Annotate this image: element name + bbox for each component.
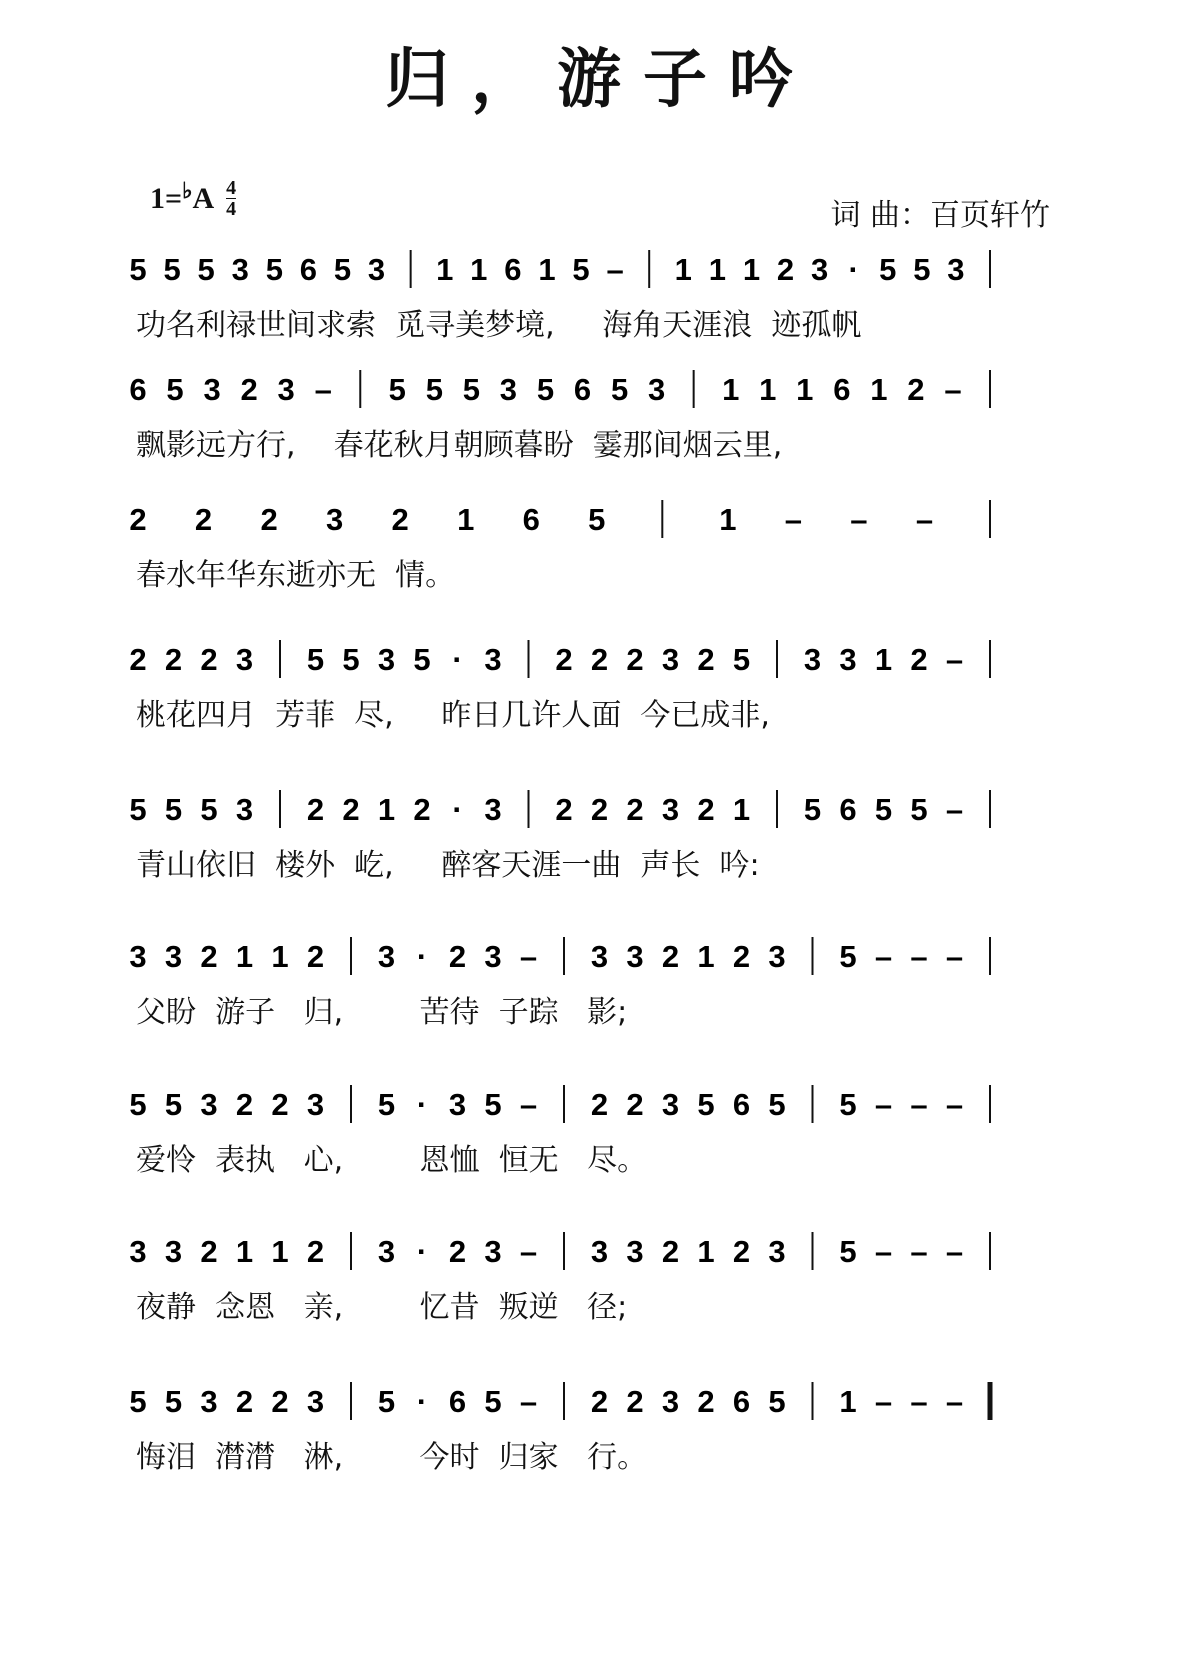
note: 3	[661, 1087, 680, 1122]
note: 3	[164, 939, 183, 974]
lyric-line: 功名利禄世间求索 觅寻美梦境, 海角天涯浪 迹孤帆	[136, 308, 862, 343]
note: 1	[874, 642, 893, 677]
note: 2	[271, 1384, 289, 1419]
note: 1	[235, 1234, 254, 1269]
note: 1	[870, 372, 888, 407]
note: 1	[457, 502, 475, 537]
note: 2	[555, 792, 573, 827]
note: 6	[129, 372, 147, 407]
note: 5	[164, 792, 183, 827]
dash-note: –	[314, 372, 332, 407]
note: ·	[452, 792, 463, 827]
note: 6	[732, 1384, 751, 1419]
note: 2	[164, 642, 183, 677]
note: 5	[484, 1087, 502, 1122]
dash-note: –	[519, 939, 538, 974]
dash-note: –	[945, 792, 964, 827]
note: 2	[590, 1384, 609, 1419]
dash-note: –	[874, 939, 893, 974]
note: ·	[416, 1234, 428, 1269]
notation-row	[129, 640, 990, 678]
note: 1	[377, 792, 396, 827]
note: 5	[265, 252, 283, 287]
note: 2	[271, 1087, 289, 1122]
dash-note: –	[784, 502, 803, 537]
note: 6	[522, 502, 540, 537]
note: 1	[759, 372, 777, 407]
note: 3	[377, 939, 396, 974]
note: 3	[448, 1087, 467, 1122]
note: 3	[484, 1234, 502, 1269]
note: 1	[697, 1234, 715, 1269]
note: 2	[626, 642, 644, 677]
note: 3	[647, 372, 666, 407]
note: 3	[200, 1087, 218, 1122]
note: 3	[129, 939, 147, 974]
note: 3	[377, 1234, 396, 1269]
note: 3	[661, 792, 680, 827]
note: 2	[590, 642, 609, 677]
note: 1	[271, 1234, 289, 1269]
note: 5	[129, 1384, 147, 1419]
note: 2	[391, 502, 409, 537]
note: 3	[803, 642, 822, 677]
note: 5	[588, 502, 606, 537]
note: 1	[719, 502, 737, 537]
note: 2	[697, 1384, 715, 1419]
note: 3	[661, 1384, 680, 1419]
note: 2	[776, 252, 795, 287]
note: 3	[235, 642, 254, 677]
notation-row	[129, 500, 990, 538]
dash-note: –	[606, 252, 624, 287]
dash-note: –	[519, 1384, 538, 1419]
lyric-line: 飘影远方行, 春花秋月朝顾暮盼 霎那间烟云里,	[136, 428, 783, 463]
note: 2	[626, 1087, 644, 1122]
note: 6	[573, 372, 592, 407]
note: ·	[416, 939, 428, 974]
dash-note: –	[910, 1087, 928, 1122]
note: 2	[200, 1234, 218, 1269]
note: 2	[235, 1087, 254, 1122]
note: 3	[768, 939, 786, 974]
flat-sign: ♭	[182, 177, 193, 203]
note: 5	[913, 252, 931, 287]
dash-note: –	[945, 1234, 964, 1269]
note: 3	[810, 252, 829, 287]
key-prefix: 1=	[150, 181, 183, 215]
note: 3	[626, 939, 644, 974]
note: 5	[803, 792, 822, 827]
note: 5	[484, 1384, 502, 1419]
dash-note: –	[945, 1087, 964, 1122]
note: 6	[839, 792, 857, 827]
note: 1	[697, 939, 715, 974]
note: 2	[194, 502, 213, 537]
note: 5	[732, 642, 751, 677]
note: 5	[839, 939, 857, 974]
dash-note: –	[850, 502, 868, 537]
note: 3	[484, 792, 502, 827]
note: 2	[732, 1234, 751, 1269]
note: 3	[484, 939, 502, 974]
note: 2	[907, 372, 925, 407]
note: 2	[129, 502, 147, 537]
note: 3	[484, 642, 502, 677]
lyric-line: 爱怜 表执 心, 恩恤 恒无 尽。	[136, 1143, 648, 1178]
note: 5	[388, 372, 406, 407]
note: 5	[697, 1087, 715, 1122]
note: 2	[661, 939, 680, 974]
note: 3	[200, 1384, 218, 1419]
note: 5	[768, 1384, 786, 1419]
note: 5	[910, 792, 928, 827]
note: 6	[833, 372, 851, 407]
note: 5	[200, 792, 218, 827]
note: 5	[839, 1087, 857, 1122]
note: 5	[166, 372, 184, 407]
note: 3	[947, 252, 965, 287]
note: 3	[231, 252, 249, 287]
note: 3	[235, 792, 254, 827]
note: 3	[499, 372, 518, 407]
note: 2	[200, 642, 218, 677]
note: 6	[299, 252, 318, 287]
note: 2	[240, 372, 258, 407]
note: ·	[452, 642, 463, 677]
lyric-line: 青山依旧 楼外 屹, 醉客天涯一曲 声长 吟:	[136, 848, 760, 883]
dash-note: –	[910, 939, 928, 974]
note: ·	[848, 252, 859, 287]
note: 2	[590, 792, 609, 827]
note: 1	[722, 372, 740, 407]
dash-note: –	[910, 1384, 928, 1419]
note: 2	[306, 939, 325, 974]
notation-row	[129, 1232, 990, 1270]
time-top: 4	[226, 177, 237, 199]
note: 3	[626, 1234, 644, 1269]
note: 2	[697, 642, 715, 677]
lyric-line: 悔泪 潸潸 淋, 今时 归家 行。	[136, 1440, 648, 1475]
dash-note: –	[519, 1087, 538, 1122]
note: 1	[839, 1384, 857, 1419]
note: 2	[697, 792, 715, 827]
note: 2	[555, 642, 573, 677]
note: 5	[129, 792, 147, 827]
time-bottom: 4	[226, 198, 237, 220]
note: 2	[448, 1234, 467, 1269]
note: 5	[163, 252, 181, 287]
note: 6	[504, 252, 522, 287]
note: 3	[590, 1234, 609, 1269]
note: 6	[448, 1384, 467, 1419]
note: 2	[590, 1087, 609, 1122]
note: 3	[129, 1234, 147, 1269]
note: 2	[200, 939, 218, 974]
note: 5	[342, 642, 360, 677]
note: 3	[164, 1234, 183, 1269]
note: 5	[536, 372, 555, 407]
note: 5	[129, 252, 147, 287]
note: 5	[425, 372, 443, 407]
note: 5	[413, 642, 431, 677]
note: 1	[732, 792, 751, 827]
note: 3	[277, 372, 295, 407]
notation-row	[129, 250, 990, 288]
note: 5	[768, 1087, 786, 1122]
note: 5	[129, 1087, 147, 1122]
dash-note: –	[944, 372, 962, 407]
note: 2	[732, 939, 751, 974]
note: 6	[732, 1087, 751, 1122]
note: 5	[333, 252, 352, 287]
note: 2	[260, 502, 278, 537]
note: ·	[416, 1087, 428, 1122]
note: 2	[626, 792, 644, 827]
note: 3	[590, 939, 609, 974]
note: 3	[306, 1384, 325, 1419]
lyric-line: 春水年华东逝亦无 情。	[136, 558, 456, 593]
note: 1	[742, 252, 761, 287]
note: 2	[306, 1234, 325, 1269]
note: 1	[470, 252, 488, 287]
note: 2	[342, 792, 360, 827]
note: 1	[436, 252, 454, 287]
dash-note: –	[874, 1384, 893, 1419]
dash-note: –	[874, 1234, 893, 1269]
note: 2	[235, 1384, 254, 1419]
note: 5	[610, 372, 629, 407]
note: 3	[661, 642, 680, 677]
note: 2	[129, 642, 147, 677]
dash-note: –	[945, 1384, 964, 1419]
lyric-line: 桃花四月 芳菲 尽, 昨日几许人面 今已成非,	[136, 698, 770, 733]
notation-row	[129, 1085, 990, 1123]
dash-note: –	[945, 939, 964, 974]
dash-note: –	[910, 1234, 928, 1269]
note: 5	[306, 642, 325, 677]
note: 5	[839, 1234, 857, 1269]
notation-row	[129, 790, 990, 828]
notation-row	[129, 1382, 990, 1420]
note: 3	[839, 642, 857, 677]
note: 5	[164, 1087, 183, 1122]
note: 3	[325, 502, 344, 537]
note: 5	[377, 1087, 396, 1122]
note: 5	[164, 1384, 183, 1419]
note: 1	[708, 252, 726, 287]
note: 2	[661, 1234, 680, 1269]
credit: 词 曲：百页轩竹	[830, 198, 1050, 233]
note: 2	[626, 1384, 644, 1419]
song-title: 归，游子吟	[385, 42, 815, 117]
note: 3	[377, 642, 396, 677]
key-note: A	[192, 181, 215, 215]
note: 1	[235, 939, 254, 974]
note: 5	[197, 252, 215, 287]
note: 5	[879, 252, 897, 287]
dash-note: –	[519, 1234, 538, 1269]
note: 2	[910, 642, 928, 677]
note: 5	[377, 1384, 396, 1419]
dash-note: –	[915, 502, 934, 537]
note: 5	[462, 372, 481, 407]
lyric-line: 夜静 念恩 亲, 忆昔 叛逆 径;	[136, 1290, 628, 1325]
note: 3	[203, 372, 221, 407]
notation-row	[129, 370, 990, 408]
dash-note: –	[874, 1087, 893, 1122]
dash-note: –	[945, 642, 964, 677]
note: 1	[538, 252, 556, 287]
note: 3	[768, 1234, 786, 1269]
note: 3	[367, 252, 386, 287]
notation-row	[129, 937, 990, 975]
note: 1	[796, 372, 814, 407]
note: 2	[413, 792, 431, 827]
note: ·	[416, 1384, 428, 1419]
note: 1	[271, 939, 289, 974]
note: 5	[874, 792, 893, 827]
note: 1	[674, 252, 692, 287]
note: 2	[306, 792, 325, 827]
note: 3	[306, 1087, 325, 1122]
lyric-line: 父盼 游子 归, 苦待 子踪 影;	[136, 995, 628, 1030]
note: 5	[572, 252, 590, 287]
note: 2	[448, 939, 467, 974]
